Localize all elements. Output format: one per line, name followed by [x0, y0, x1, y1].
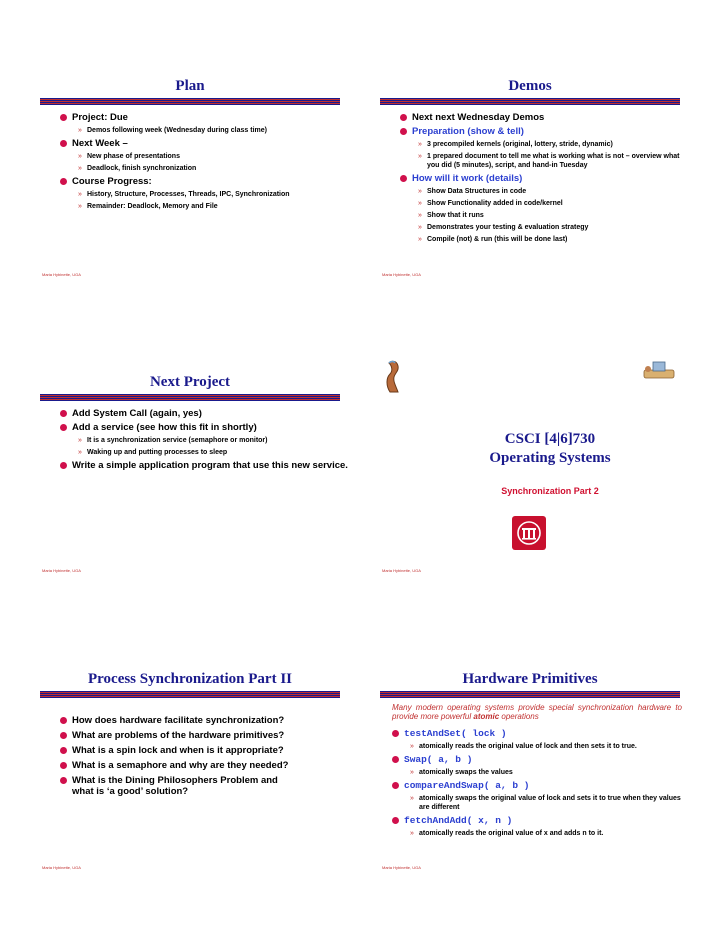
slide-plan	[40, 62, 380, 322]
bullet-list	[60, 408, 350, 474]
slide-title: Hardware Primitives	[462, 671, 598, 687]
course-title	[440, 430, 660, 468]
slide-title: Demos	[508, 78, 552, 94]
bullet-list	[60, 715, 290, 801]
title-rule	[380, 98, 680, 105]
computer-illustration-icon	[642, 360, 676, 380]
title-rule	[40, 98, 340, 105]
bullet: Preparation (show & tell)	[400, 126, 690, 137]
course-number: CSCI [4|6]730	[504, 431, 596, 447]
bullet: Swap( a, b )	[392, 754, 682, 765]
footer: Maria Hybinette, UGA	[42, 568, 81, 573]
intro-text-part: Many modern operating systems provide special synchronization hardware to provide more powerful	[392, 703, 682, 721]
bullet: What is the Dining Philosophers Problem and what is ‘a good’ solution?	[60, 775, 290, 797]
bullet-list	[60, 112, 350, 214]
university-logo-icon	[512, 516, 546, 550]
footer: Maria Hybinette, UGA	[382, 865, 421, 870]
sub-bullet: » 1 prepared document to tell me what is working what is not – overview what you did (5 minutes), script, and hand-in Tuesday	[418, 152, 690, 170]
content-block	[392, 703, 682, 841]
sub-bullet: » atomically swaps the original value of lock and sets it to true when they values are different	[410, 794, 682, 812]
footer: Maria Hybinette, UGA	[382, 568, 421, 573]
bullet: Next next Wednesday Demos	[400, 112, 690, 123]
bullet: Write a simple application program that use this new service.	[60, 460, 350, 471]
bullet: Add a service (see how this fit in shortly)	[60, 422, 350, 433]
title-rule	[380, 691, 680, 698]
sub-bullet: » Deadlock, finish synchronization	[78, 164, 350, 173]
sub-bullet: » atomically reads the original value of lock and then sets it to true.	[410, 742, 682, 751]
sub-bullet: » New phase of presentations	[78, 152, 350, 161]
sub-bullet: » 3 precompiled kernels (original, lottery, stride, dynamic)	[418, 140, 690, 149]
sub-bullet: » Show that it runs	[418, 211, 690, 220]
sub-bullet: » Remainder: Deadlock, Memory and File	[78, 202, 350, 211]
sub-bullet: » Demonstrates your testing & evaluation strategy	[418, 223, 690, 232]
intro-text-part: operations	[499, 712, 539, 721]
slide-title: Plan	[175, 78, 205, 94]
bullet: What is a spin lock and when is it appropriate?	[60, 745, 290, 756]
sub-bullet: » Show Data Structures in code	[418, 187, 690, 196]
bullet: What is a semaphore and why are they needed?	[60, 760, 290, 771]
slide-next-project	[40, 358, 380, 618]
sub-bullet: » Compile (not) & run (this will be done last)	[418, 235, 690, 244]
sub-bullet: » Show Functionality added in code/kernel	[418, 199, 690, 208]
title-rule	[40, 691, 340, 698]
slide-demos	[380, 62, 720, 322]
bullet: Project: Due	[60, 112, 350, 123]
cover-subtitle: Synchronization Part 2	[501, 486, 599, 496]
slide-hardware-primitives	[380, 655, 720, 915]
sub-bullet: » atomically reads the original value of x and adds n to it.	[410, 829, 682, 838]
dinosaur-illustration-icon	[384, 358, 402, 394]
sub-bullet: » Waking up and putting processes to sleep	[78, 448, 350, 457]
bullet-list	[400, 112, 690, 247]
slide-title: Process Synchronization Part II	[87, 671, 293, 687]
bullet: testAndSet( lock )	[392, 728, 682, 739]
bullet: Add System Call (again, yes)	[60, 408, 350, 419]
bullet-list	[392, 728, 682, 838]
slide-title: Next Project	[149, 374, 231, 390]
sub-bullet: » atomically swaps the values	[410, 768, 682, 777]
bullet: What are problems of the hardware primitives?	[60, 730, 290, 741]
bullet: Next Week –	[60, 138, 350, 149]
title-rule	[40, 394, 340, 401]
bullet: compareAndSwap( a, b )	[392, 780, 682, 791]
bullet: How will it work (details)	[400, 173, 690, 184]
footer: Maria Hybinette, UGA	[42, 865, 81, 870]
slide-process-sync	[40, 655, 380, 915]
sub-bullet: » Demos following week (Wednesday during class time)	[78, 126, 350, 135]
sub-bullet: » It is a synchronization service (semaphore or monitor)	[78, 436, 350, 445]
bullet: Course Progress:	[60, 176, 350, 187]
sub-bullet: » History, Structure, Processes, Threads, IPC, Synchronization	[78, 190, 350, 199]
footer: Maria Hybinette, UGA	[42, 272, 81, 277]
course-name: Operating Systems	[489, 450, 611, 466]
bullet: fetchAndAdd( x, n )	[392, 815, 682, 826]
footer: Maria Hybinette, UGA	[382, 272, 421, 277]
intro-text-emphasis: atomic	[473, 712, 500, 721]
slide-cover	[380, 358, 720, 618]
bullet: How does hardware facilitate synchronization?	[60, 715, 290, 726]
intro-text	[392, 703, 682, 721]
